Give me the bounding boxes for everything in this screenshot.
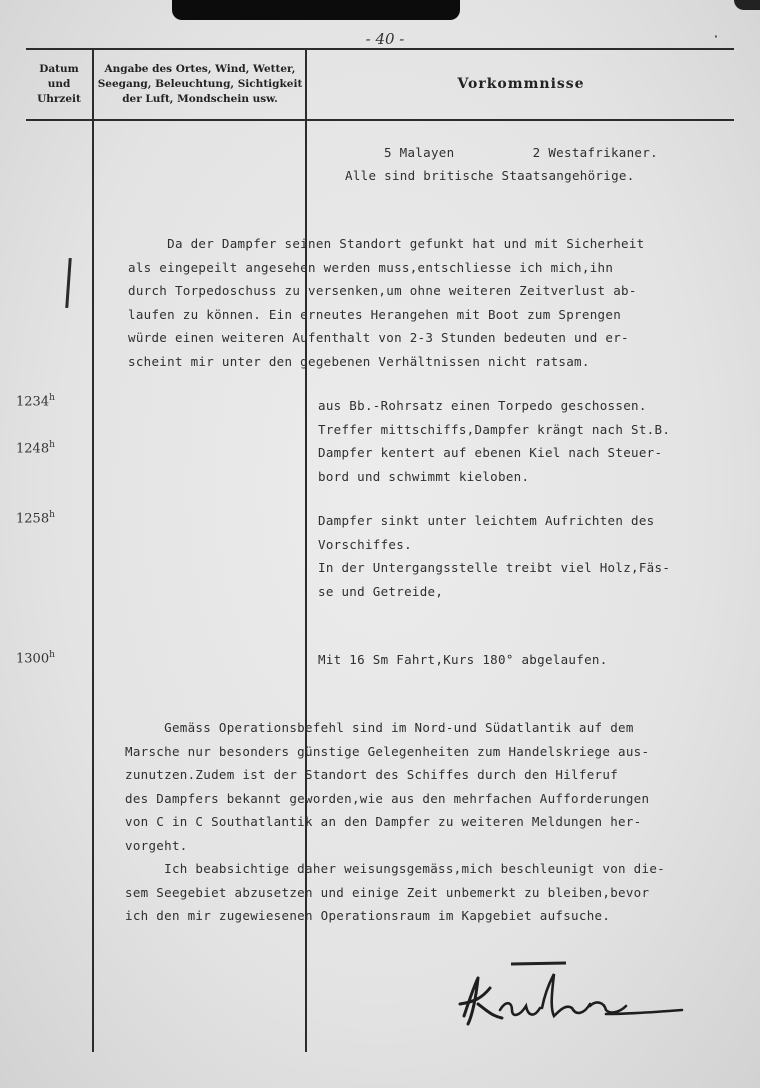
- table-top-rule: [26, 48, 734, 50]
- crew-line-2: Alle sind britische Staatsangehörige.: [345, 168, 635, 183]
- scan-corner: [734, 0, 760, 10]
- page-number: - 40 -: [365, 30, 405, 48]
- scan-tab: [172, 0, 460, 20]
- column-divider-1: [92, 50, 94, 1052]
- entry-time: 1248$^h$: [16, 440, 55, 457]
- header-angabe: Angabe des Ortes, Wind, Wetter, Seegang, Beleuchtung, Sichtigkeit der Luft, Mondschein usw.: [97, 63, 303, 105]
- entry-time: 1258$^h$: [16, 510, 55, 527]
- entry-text: Dampfer sinkt unter leichtem Aufrichten des Vorschiffes. In der Untergangsstelle treibt viel Holz,Fäs- se und Getreide,: [318, 513, 671, 599]
- margin-pencil-mark: [65, 258, 71, 308]
- entry-time: 1234$^h$: [16, 393, 55, 410]
- crew-line-1: 5 Malayen 2 Westafrikaner.: [384, 145, 658, 160]
- header-datum: Datum und Uhrzeit: [37, 63, 81, 105]
- table-header-rule: [26, 119, 734, 121]
- entry-text: aus Bb.-Rohrsatz einen Torpedo geschossen. Treffer mittschiffs,Dampfer krängt nach St.B.: [318, 398, 671, 437]
- paragraph-torpedo-decision: Da der Dampfer seinen Standort gefunkt hat und mit Sicherheit als eingepeilt angesehen werden muss,entschliesse ich mich,ihn durch Torpedoschuss zu versenken,um ohne weiteren Zeitverlust ab- laufen zu können. Ein erneutes Herangehen mit Boot zum Sprengen würde einen weiteren Aufenthalt von 2-3 Stunden bedeuten und er- scheint mir unter den gegebenen Verhältnissen nicht ratsam.: [128, 236, 645, 369]
- signature-scrawl: [456, 958, 696, 1038]
- paragraph-operations-order: Gemäss Operationsbefehl sind im Nord-und Südatlantik auf dem Marsche nur besonders günstige Gelegenheiten zum Handelskriege aus- zunutzen.Zudem ist der Standort des Schiffes durch den Hilferuf des Dampfers bekannt geworden,wie aus den mehrfachen Aufforderungen von C in C Southatlantik an den Dampfer zu weiteren Meldungen her- vorgeht. Ich beabsichtige daher weisungsgemäss,mich beschleunigt von die- sem Seegebiet abzusetzen und einige Zeit unbemerkt zu bleiben,bevor ich den mir zugewiesenen Operationsraum im Kapgebiet aufsuche.: [125, 720, 665, 923]
- header-vorkommnisse: Vorkommnisse: [457, 76, 585, 92]
- entry-text: Dampfer kentert auf ebenen Kiel nach Steuer- bord und schwimmt kieloben.: [318, 445, 663, 484]
- entry-text: Mit 16 Sm Fahrt,Kurs 180° abgelaufen.: [318, 652, 608, 667]
- entry-time: 1300$^h$: [16, 650, 55, 667]
- signature: [456, 958, 696, 1038]
- margin-mark: ·: [712, 30, 720, 45]
